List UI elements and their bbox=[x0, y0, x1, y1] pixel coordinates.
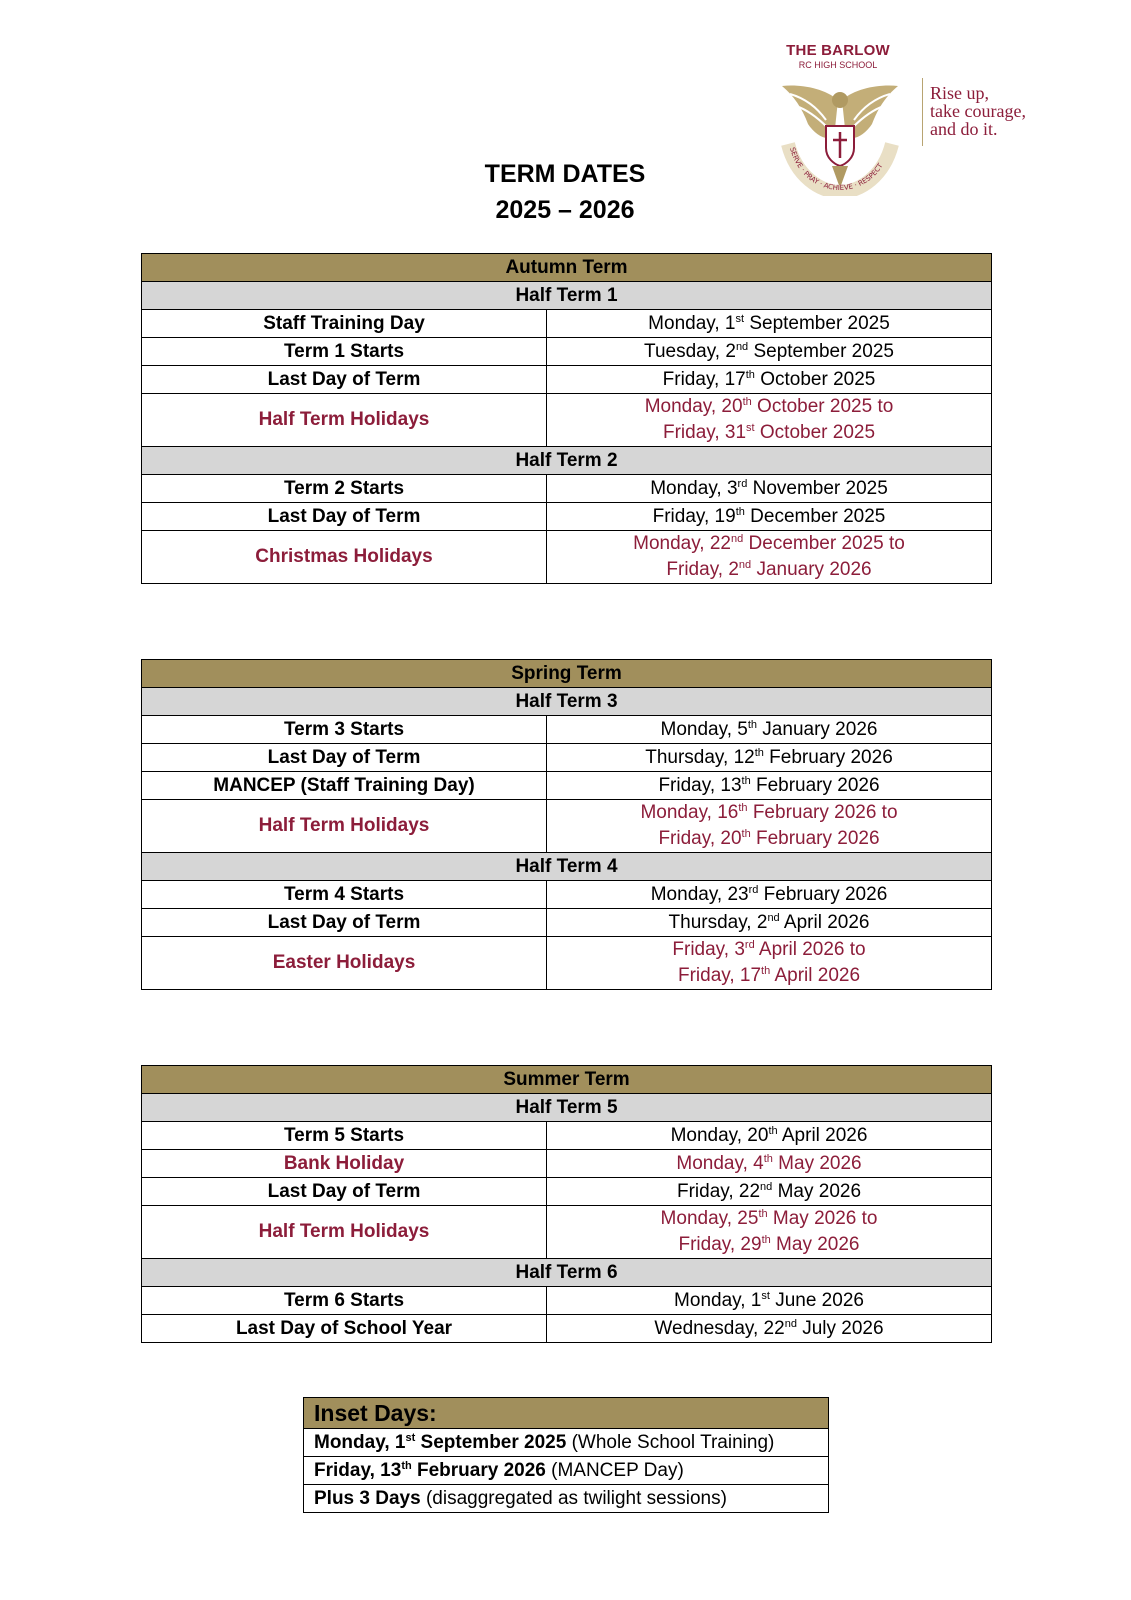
logo-divider bbox=[922, 78, 923, 146]
holiday-label: Bank Holiday bbox=[142, 1150, 547, 1178]
table-row bbox=[142, 881, 992, 909]
inset-days-table bbox=[303, 1397, 829, 1513]
inset-heading: Inset Days: bbox=[304, 1398, 829, 1429]
holiday-label: Half Term Holidays bbox=[142, 800, 547, 853]
row-label: Last Day of Term bbox=[142, 1178, 547, 1206]
page-title bbox=[425, 156, 705, 228]
half-term-heading: Half Term 2 bbox=[142, 447, 992, 475]
table-row bbox=[142, 475, 992, 503]
half-term-heading: Half Term 1 bbox=[142, 282, 992, 310]
inset-row: Monday, 1st September 2025 (Whole School Training) bbox=[304, 1429, 829, 1457]
row-date: Monday, 23rd February 2026 bbox=[547, 881, 992, 909]
row-label: Term 5 Starts bbox=[142, 1122, 547, 1150]
summer-term-table bbox=[141, 1065, 992, 1343]
table-row bbox=[142, 1122, 992, 1150]
table-row bbox=[142, 772, 992, 800]
row-date: Friday, 17th October 2025 bbox=[547, 366, 992, 394]
table-row bbox=[142, 800, 992, 853]
half-term-heading: Half Term 3 bbox=[142, 688, 992, 716]
row-date: Thursday, 2nd April 2026 bbox=[547, 909, 992, 937]
holiday-dates: Monday, 20th October 2025 to Friday, 31st October 2025 bbox=[547, 394, 992, 447]
row-date: Friday, 19th December 2025 bbox=[547, 503, 992, 531]
table-row bbox=[142, 338, 992, 366]
tagline-line-2: take courage, bbox=[930, 101, 1026, 121]
table-row bbox=[142, 1150, 992, 1178]
table-row bbox=[142, 716, 992, 744]
title-line-1: TERM DATES bbox=[484, 160, 646, 188]
inset-row: Friday, 13th February 2026 (MANCEP Day) bbox=[304, 1457, 829, 1485]
half-term-heading: Half Term 5 bbox=[142, 1094, 992, 1122]
spring-term-table bbox=[141, 659, 992, 990]
holiday-dates: Monday, 22nd December 2025 to Friday, 2nd January 2026 bbox=[547, 531, 992, 584]
holiday-dates: Monday, 25th May 2026 to Friday, 29th May 2026 bbox=[547, 1206, 992, 1259]
holiday-dates: Monday, 4th May 2026 bbox=[547, 1150, 992, 1178]
school-logo bbox=[780, 40, 1080, 193]
row-date: Monday, 1st September 2025 bbox=[547, 310, 992, 338]
tagline-line-1: Rise up, bbox=[930, 83, 990, 103]
term-heading: Summer Term bbox=[142, 1066, 992, 1094]
row-date: Thursday, 12th February 2026 bbox=[547, 744, 992, 772]
holiday-dates: Monday, 16th February 2026 to Friday, 20th February 2026 bbox=[547, 800, 992, 853]
table-row bbox=[142, 1315, 992, 1343]
motto-ring-text: SERVE · PRAY · ACHIEVE · RESPECT bbox=[788, 146, 885, 193]
term-heading: Spring Term bbox=[142, 660, 992, 688]
tagline-line-3: and do it. bbox=[930, 119, 998, 139]
row-label: Last Day of Term bbox=[142, 366, 547, 394]
table-row bbox=[142, 937, 992, 990]
table-row bbox=[142, 394, 992, 447]
inset-row: Plus 3 Days (disaggregated as twilight sessions) bbox=[304, 1485, 829, 1513]
half-term-heading: Half Term 6 bbox=[142, 1259, 992, 1287]
row-label: Term 1 Starts bbox=[142, 338, 547, 366]
table-row bbox=[142, 744, 992, 772]
school-tagline bbox=[930, 84, 1026, 138]
row-label: Term 3 Starts bbox=[142, 716, 547, 744]
school-subname: RC HIGH SCHOOL bbox=[798, 60, 878, 70]
table-row bbox=[142, 1178, 992, 1206]
table-row bbox=[142, 909, 992, 937]
row-date: Monday, 3rd November 2025 bbox=[547, 475, 992, 503]
table-row bbox=[142, 1206, 992, 1259]
row-date: Monday, 5th January 2026 bbox=[547, 716, 992, 744]
half-term-heading: Half Term 4 bbox=[142, 853, 992, 881]
row-date: Monday, 1st June 2026 bbox=[547, 1287, 992, 1315]
row-date: Friday, 13th February 2026 bbox=[547, 772, 992, 800]
row-label: Last Day of Term bbox=[142, 909, 547, 937]
row-label: Term 6 Starts bbox=[142, 1287, 547, 1315]
table-row bbox=[142, 310, 992, 338]
holiday-label: Easter Holidays bbox=[142, 937, 547, 990]
row-label: Last Day of Term bbox=[142, 744, 547, 772]
table-row bbox=[142, 531, 992, 584]
row-label: Staff Training Day bbox=[142, 310, 547, 338]
row-date: Wednesday, 22nd July 2026 bbox=[547, 1315, 992, 1343]
row-date: Tuesday, 2nd September 2025 bbox=[547, 338, 992, 366]
table-row bbox=[142, 1287, 992, 1315]
school-name: THE BARLOW bbox=[786, 42, 890, 59]
holiday-dates: Friday, 3rd April 2026 to Friday, 17th April 2026 bbox=[547, 937, 992, 990]
title-line-2: 2025 – 2026 bbox=[495, 196, 635, 224]
row-label: Last Day of School Year bbox=[142, 1315, 547, 1343]
table-row bbox=[142, 366, 992, 394]
table-row bbox=[142, 503, 992, 531]
row-label: Term 4 Starts bbox=[142, 881, 547, 909]
row-date: Friday, 22nd May 2026 bbox=[547, 1178, 992, 1206]
autumn-term-table bbox=[141, 253, 992, 584]
holiday-label: Half Term Holidays bbox=[142, 394, 547, 447]
term-heading: Autumn Term bbox=[142, 254, 992, 282]
row-label: Term 2 Starts bbox=[142, 475, 547, 503]
row-date: Monday, 20th April 2026 bbox=[547, 1122, 992, 1150]
holiday-label: Half Term Holidays bbox=[142, 1206, 547, 1259]
eagle-crest-icon bbox=[780, 66, 900, 196]
row-label: Last Day of Term bbox=[142, 503, 547, 531]
row-label: MANCEP (Staff Training Day) bbox=[142, 772, 547, 800]
holiday-label: Christmas Holidays bbox=[142, 531, 547, 584]
